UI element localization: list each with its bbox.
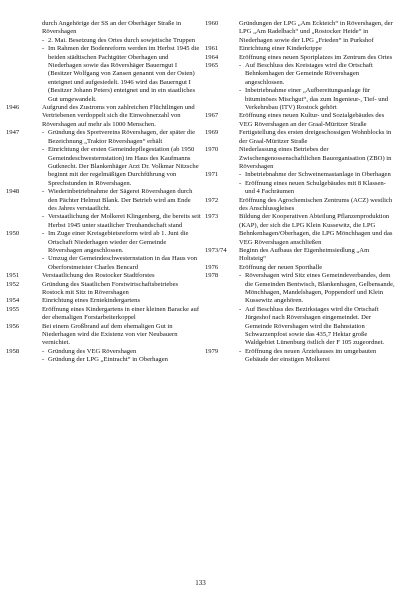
chronology-entry <box>205 20 397 45</box>
entry-year: 1960 <box>205 20 219 27</box>
entry-paragraph: Eröffnung eines neuen Kultur- und Sozialgebäudes des VEG Rövershagen an der Graal-Müritzer Straße <box>239 112 385 128</box>
entry-paragraph: Bildung der Kooperativen Abteilung Pflanzenproduktion (KAP), der sich die LPG Klein Kussewitz, die LPG Behnkenhagen/Oberhagen, die LPG Mönchhagen und das VEG Rövershagen anschließen <box>239 213 393 246</box>
entry-year: 1958 <box>6 347 20 355</box>
entry-text <box>239 264 397 272</box>
entry-paragraph: Niederlassung eines Betriebes der Zwischengenossenschaftlichen Bauorganisation (ZBO) in Rövershagen <box>239 146 392 170</box>
entry-paragraph: Aufgrund des Zustroms von zahlreichen Flüchtlingen und Vertriebenen verdoppelt sich die Einwohnerzahl von Rövershagen auf mehr als 1000 Menschen. <box>42 104 195 128</box>
entry-paragraph: Bei einem Großbrand auf dem ehemaligen Gut in Niederhagen wird die Existenz von vier Neubauern vernichtet. <box>42 322 178 347</box>
entry-text <box>42 348 201 365</box>
chronology-entry <box>205 146 397 171</box>
entry-year: 1961 <box>205 45 219 53</box>
bullet-item: - Verstaatlichung der Molkerei Klingenberg, die bereits seit Herbst 1945 unter staatlicher Treuhandschaft stand <box>42 213 201 230</box>
entry-year: 1965 <box>205 62 219 70</box>
chronology-entry <box>6 297 201 305</box>
bullet-item: - Im Rahmen der Bodenreform werden im Herbst 1945 die beiden städtischen Pachtgüter Oberhagen und Niederhagen sowie das Rövershäger Bauerngut I (Besitzer Wolfgang von Zansen genannt von der Osten) enteignet und aufgesiedelt. 1946 wird das Bauerngut I (Besitzer Johann Peters) enteignet und in ein staatliches Gut umgewandelt. <box>42 45 201 104</box>
entry-text <box>239 213 397 247</box>
entry-text <box>239 197 397 214</box>
entry-text <box>239 247 397 264</box>
bullet-item: - Umzug der Gemeindeschwesternstation in das Haus von Oberforstmeister Charles Bencard <box>42 255 201 272</box>
entry-year: 1964 <box>205 53 219 61</box>
entry-year: 1948 <box>6 188 20 196</box>
chronology-entry <box>6 281 201 298</box>
chronology-entry <box>6 272 201 280</box>
entry-paragraph: Eröffnung des Agrochemischen Zentrums (ACZ) westlich des Anschlussgleises <box>239 196 393 212</box>
bullet-item: - Gründung des Sportvereins Rövershagen, der später die Bezeichnung „Traktor Rövershagen“ erhält <box>42 129 201 146</box>
entry-paragraph: Fertigstellung des ersten dreigeschossigen Wohnblocks in der Graal-Müritzer Straße <box>239 129 392 145</box>
entry-year: 1978 <box>205 272 219 280</box>
bullet-item: - Gründung des VEG Rövershagen <box>42 348 201 356</box>
entry-text <box>239 272 397 348</box>
chronology-entry <box>6 230 201 272</box>
entry-paragraph: durch Angehörige der SS an der Oberhäger Straße in Rövershagen <box>42 20 182 36</box>
entry-paragraph: Gründungen der LPG „Am Eckteich“ in Rövershagen, der LPG „Am Radelbach“ und „Rostocker Heide“ in Niederhagen sowie der LPG „Frieden“ in Purkshof <box>239 20 393 44</box>
chronology-entry <box>205 171 397 196</box>
entry-year: 1950 <box>6 230 20 238</box>
chronology-entry <box>205 54 397 62</box>
bullet-item: - Inbetriebnahme der Schweinemastanlage in Oberhagen <box>239 171 397 179</box>
chronology-entry <box>205 213 397 247</box>
entry-paragraph: Einrichtung einer Kinderkrippe <box>239 45 322 53</box>
entry-year: 1976 <box>205 263 219 271</box>
entry-year: 1973 <box>205 213 219 221</box>
entry-text <box>239 171 397 196</box>
entry-text <box>239 54 397 62</box>
entry-text <box>239 348 397 365</box>
bullet-item: - Wiederinbetriebnahme der Sägerei Rövershagen durch den Pächter Helmut Blank. Der Betrieb wird am Ende des Jahres verstaatlicht. <box>42 188 201 213</box>
entry-year: 1946 <box>6 104 20 112</box>
entry-text <box>42 323 201 348</box>
bullet-item: - Auf Beschluss des Bezirkstages wird die Ortschaft Jürgeshof nach Rövershagen eingemeindet. Der Gemeinde Rövershagen wird die Bahnstation Schwarzenpfost sowie das 435,7 Hektar große Waldgebiet Lünenburg östlich der F 105 zugeordnet. <box>239 306 397 348</box>
entry-year: 1972 <box>205 196 219 204</box>
bullet-item: - Im Zuge einer Kreisgebietsreform wird ab 1. Juni die Ortschaft Niederhagen wieder der Gemeinde Rövershagen angeschlossen. <box>42 230 201 255</box>
chronology-entry <box>6 323 201 348</box>
entry-year: 1952 <box>6 280 20 288</box>
page-number: 133 <box>195 579 206 587</box>
entry-text <box>239 112 397 129</box>
right-chronology-column <box>205 20 397 365</box>
entry-paragraph: Eröffnung eines Kindergartens in einer kleinen Baracke auf der ehemaligen Forstarbeiterkoppel <box>42 305 200 322</box>
entry-year: 1979 <box>205 347 219 355</box>
chronology-entry <box>205 45 397 53</box>
chronology-entry <box>6 129 201 188</box>
chronology-entry <box>205 112 397 129</box>
entry-text <box>42 272 201 280</box>
chronology-entry <box>6 188 201 230</box>
entry-paragraph: Gründung des Staatlichen Forstwirtschaftsbetriebes Rostock mit Sitz in Rövershagen <box>42 280 179 296</box>
chronology-entry <box>205 264 397 272</box>
chronology-entry <box>205 197 397 214</box>
entry-paragraph: Eröffnung eines neuen Sportplatzes im Zentrum des Ortes <box>239 53 393 61</box>
chronology-entry <box>6 306 201 323</box>
bullet-item: - Rövershagen wird Sitz eines Gemeindeverbandes, dem die Gemeinden Bentwisch, Blankenhagen, Gelbensande, Mönchhagen, Mandelshagen, Poppendorf und Klein Kussewitz angehören. <box>239 272 397 306</box>
entry-year: 1956 <box>6 322 20 330</box>
bullet-item: - Gründung der LPG „Eintracht“ in Oberhagen <box>42 356 201 364</box>
entry-paragraph: Beginn des Aufbaus der Eigenheimsiedlung „Am Holtsteig“ <box>239 246 370 263</box>
entry-year: 1954 <box>6 297 20 305</box>
chronology-entry <box>6 104 201 129</box>
entry-text <box>239 146 397 171</box>
bullet-item: - Eröffnung des neuen Ärztehauses im umgebauten Gebäude der einstigen Molkerei <box>239 348 397 365</box>
chronology-entry <box>205 272 397 348</box>
entry-year: 1973/74 <box>205 246 227 254</box>
entry-text <box>42 297 201 305</box>
entry-year: 1955 <box>6 305 20 313</box>
bullet-item: - Inbetriebnahme einer „Aufbereitungsanlage für bituminöses Mischgut“, das zum Ingenieur-, Tief- und Verkehrsbau (ITV) Rostock gehört <box>239 87 397 112</box>
entry-text <box>239 20 397 45</box>
entry-text <box>42 230 201 272</box>
chronology-entry <box>205 129 397 146</box>
entry-text <box>42 306 201 323</box>
entry-paragraph: Eröffnung der neuen Sporthalle <box>239 263 323 271</box>
entry-text <box>42 20 201 104</box>
entry-text <box>239 62 397 112</box>
chronology-entry <box>6 20 201 104</box>
chronology-entry <box>6 348 201 365</box>
entry-text <box>42 281 201 298</box>
entry-text <box>42 188 201 230</box>
entry-year: 1971 <box>205 171 219 179</box>
chronology-entry <box>205 348 397 365</box>
entry-text <box>42 104 201 129</box>
bullet-item: - Auf Beschluss des Kreistages wird die Ortschaft Behnkenhagen der Gemeinde Rövershagen angeschlossen. <box>239 62 397 87</box>
entry-paragraph: Einrichtung eines Erntekindergartens <box>42 297 141 305</box>
left-chronology-column <box>6 20 201 365</box>
entry-year: 1970 <box>205 146 219 154</box>
entry-text <box>239 45 397 53</box>
entry-text <box>42 129 201 188</box>
bullet-item: - Eröffnung eines neuen Schulgebäudes mit 8 Klassen- und 4 Fachräumen <box>239 180 397 197</box>
chronology-entry <box>205 247 397 264</box>
entry-year: 1967 <box>205 112 219 120</box>
entry-year: 1951 <box>6 272 20 280</box>
chronology-entry <box>205 62 397 112</box>
bullet-item: - 2. Mai. Besetzung des Ortes durch sowjetische Truppen <box>42 37 201 45</box>
entry-year: 1969 <box>205 129 219 137</box>
entry-paragraph: Verstaatlichung des Rostocker Stadtforstes <box>42 272 155 280</box>
bullet-item: - Einrichtung der ersten Gemeindepflegestation (ab 1950 Gemeindeschwesternstation) im Haus des Kaufmanns Gutknecht. Der Blankenhäger Arzt Dr. Volkmar Nitzsche beginnt mit der regelmäßigen Durchführung von Sprechstunden in Rövershagen. <box>42 146 201 188</box>
entry-text <box>239 129 397 146</box>
entry-year: 1947 <box>6 129 20 137</box>
